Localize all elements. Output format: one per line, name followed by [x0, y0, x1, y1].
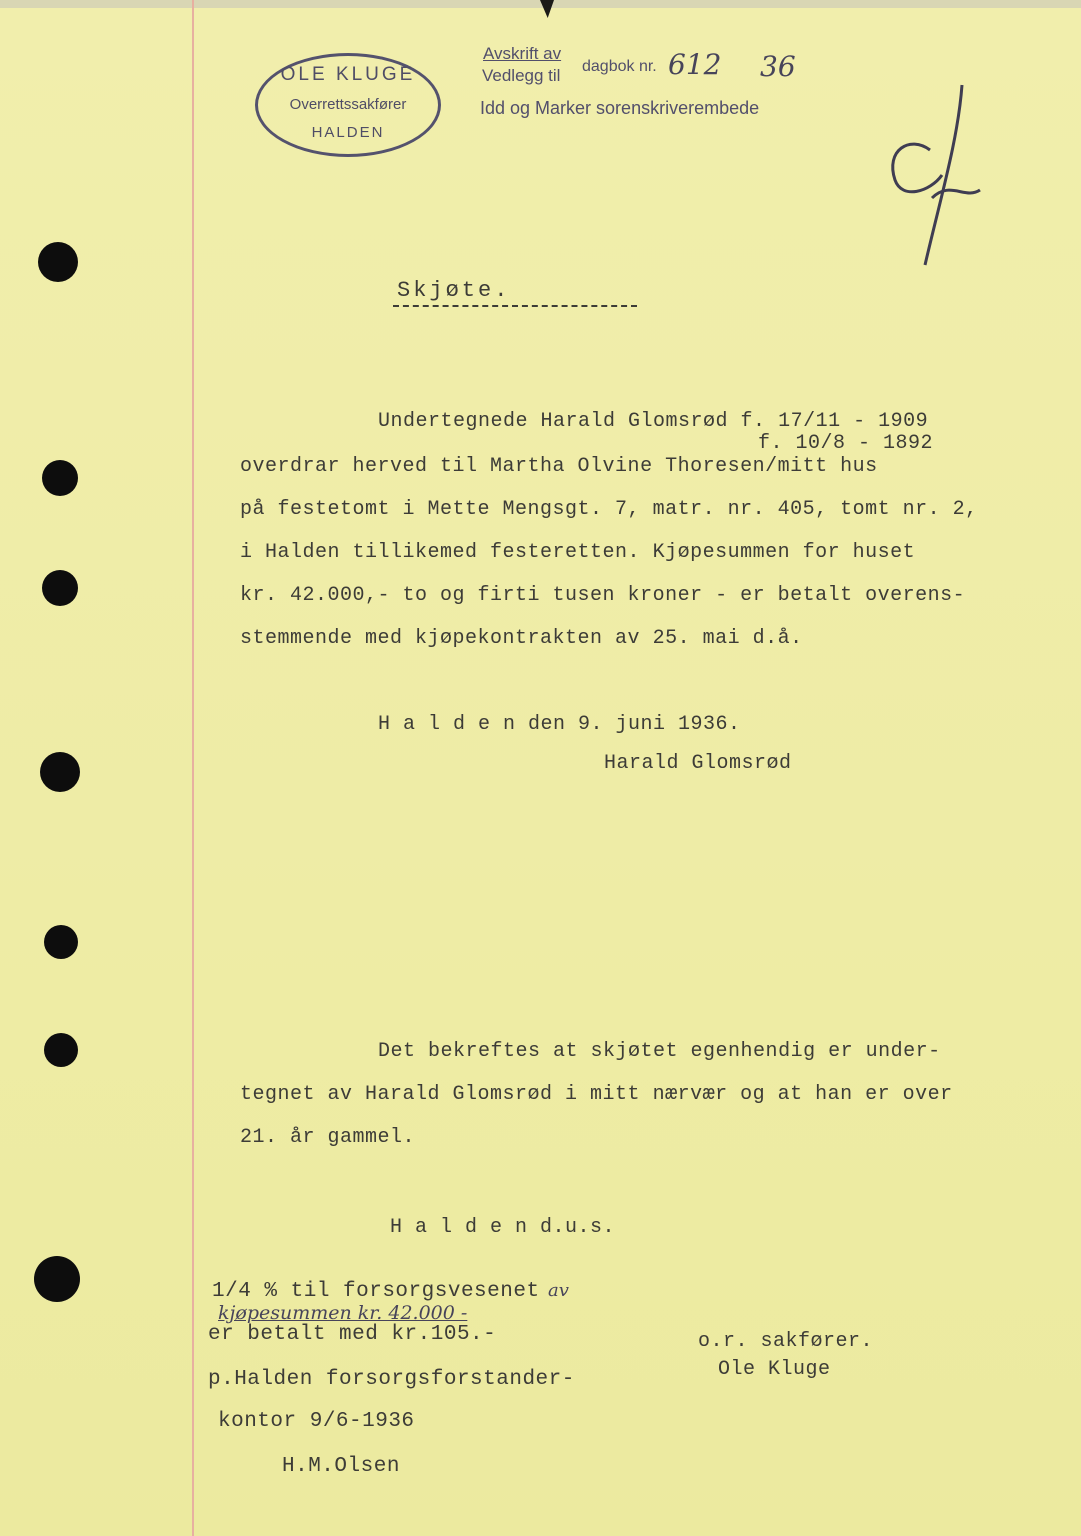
lawyer-title: o.r. sakfører. — [698, 1330, 874, 1353]
header-avskrift: Avskrift av — [483, 44, 562, 63]
body-line: i Halden tillikemed festeretten. Kjøpesummen for huset — [240, 541, 916, 564]
header-dagbok-label: dagbok nr. — [582, 58, 657, 75]
fee-line: kontor 9/6-1936 — [218, 1410, 415, 1433]
punch-hole — [44, 925, 78, 959]
signature-name: Harald Glomsrød — [604, 752, 792, 775]
header-vedlegg: Vedlegg til — [482, 66, 561, 85]
title-underline — [393, 305, 637, 307]
punch-hole — [42, 460, 78, 496]
punch-hole — [34, 1256, 80, 1302]
punch-hole — [44, 1033, 78, 1067]
lawyer-name: Ole Kluge — [718, 1358, 831, 1381]
place-date-dus: H a l d e n d.u.s. — [390, 1216, 616, 1239]
document-title: Skjøte. — [397, 278, 511, 303]
punch-hole — [42, 570, 78, 606]
confirmation-line: tegnet av Harald Glomsrød i mitt nærvær og at han er over — [240, 1083, 953, 1106]
fee-line: er betalt med kr.105.- — [208, 1323, 497, 1346]
stamp-city: HALDEN — [311, 124, 385, 141]
stamp-title: Overrettssakfører — [289, 96, 407, 113]
fee-handwritten-av: av — [548, 1280, 569, 1301]
stamp-name: OLE KLUGE — [280, 64, 416, 85]
header-office: Idd og Marker sorenskriverembede — [480, 98, 760, 118]
confirmation-line: 21. år gammel. — [240, 1126, 416, 1149]
top-notch-mark — [540, 0, 554, 18]
punch-hole — [38, 242, 78, 282]
fee-signature: H.M.Olsen — [282, 1455, 400, 1478]
body-line: på festetomt i Mette Mengsgt. 7, matr. nr. 405, tomt nr. 2, — [240, 498, 978, 521]
body-line: f. 10/8 - 1892 — [758, 432, 934, 455]
body-line: kr. 42.000,- to og firti tusen kroner - er betalt overens- — [240, 584, 966, 607]
body-line: stemmende med kjøpekontrakten av 25. mai d.å. — [240, 627, 803, 650]
punch-hole — [40, 752, 80, 792]
confirmation-line: Det bekreftes at skjøtet egenhendig er under- — [378, 1040, 941, 1063]
fee-line: p.Halden forsorgsforstander- — [208, 1368, 575, 1391]
fee-line: 1/4 % til forsorgsvesenet — [212, 1280, 540, 1303]
margin-rule — [192, 0, 194, 1536]
header-dagbok-number: 612 — [668, 48, 722, 81]
handwritten-initials — [870, 80, 990, 270]
top-edge — [0, 0, 1081, 8]
body-line: overdrar herved til Martha Olvine Thoresen/mitt hus — [240, 455, 878, 478]
place-date: H a l d e n den 9. juni 1936. — [378, 713, 741, 736]
body-line: Undertegnede Harald Glomsrød f. 17/11 - 1909 — [378, 410, 929, 433]
header-year: 36 — [760, 50, 796, 83]
fee-handwritten-amount: kjøpesummen kr. 42.000 - — [218, 1302, 468, 1324]
lawyer-stamp — [255, 53, 441, 157]
